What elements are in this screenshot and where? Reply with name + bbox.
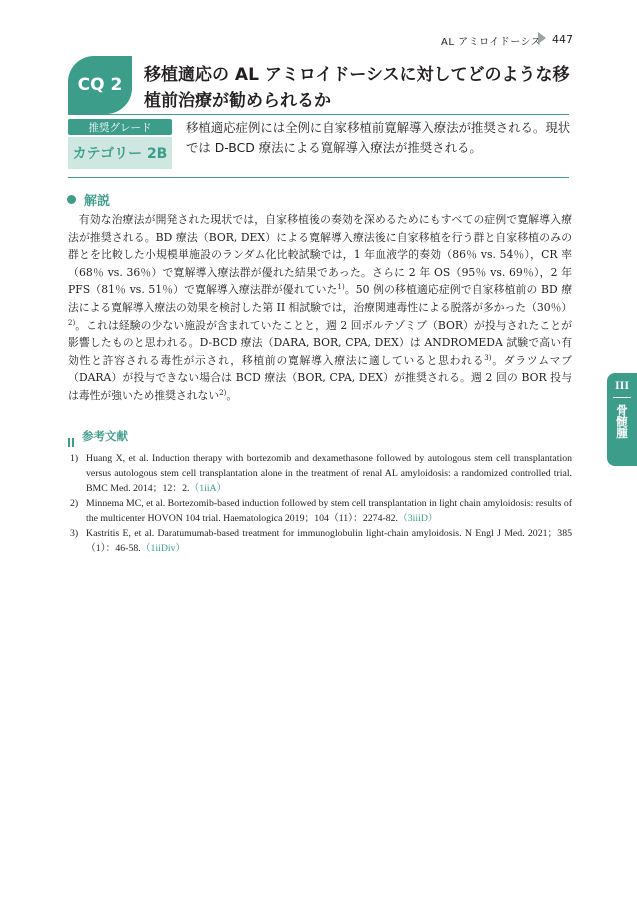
commentary-heading: 解説 (84, 194, 111, 209)
reference-item (70, 451, 572, 496)
chapter-divider (613, 397, 631, 398)
reference-number: 2) (70, 498, 79, 509)
reference-item (70, 526, 572, 556)
recommendation-rule (68, 177, 569, 178)
reference-number: 3) (70, 528, 79, 539)
reference-number: 1) (70, 453, 79, 464)
reference-text: Huang X, et al. Induction therapy with bortezomib and dexamethasone followed by autologous stem cell transplantation versus autologous stem cell transplantation alone in the treatment of renal AL amyloidosis: a randomized controlled trial. BMC Med. 2014；12：2. (86, 453, 572, 494)
reference-item (70, 496, 572, 526)
page-number: 447 (552, 33, 573, 46)
cq-title: 移植適応の AL アミロイドーシスに対してどのような移植前治療が勧められるか (144, 65, 570, 111)
cq-badge: CQ 2 (68, 56, 132, 114)
running-header-section: AL アミロイドーシス (441, 37, 542, 48)
reference-text: Minnema MC, et al. Bortezomib-based induction followed by stem cell transplantation in light chain amyloidosis: results of the multicenter HOVON 104 trial. Haematologica 2019；104（11）：2274-82. (86, 498, 572, 524)
citation: 2) (219, 388, 227, 397)
reference-list (70, 451, 572, 556)
chapter-side-tab (607, 373, 637, 466)
chapter-numeral: III (614, 378, 629, 392)
evidence-level: （1iiDiv） (140, 543, 186, 554)
citation: 1) (337, 283, 345, 292)
grade-category: カテゴリー 2B (68, 137, 172, 169)
header-arrow-icon (538, 32, 546, 44)
evidence-level: （3iiiD） (397, 513, 438, 524)
references-heading: 参考文献 (82, 429, 128, 443)
references-marker-icon (68, 432, 76, 451)
grade-label: 推奨グレード (68, 119, 172, 135)
commentary-body (68, 211, 572, 405)
recommendation-text: 移植適応症例には全例に自家移植前寛解導入療法が推奨される。現状では D-BCD 療法による寛解導入療法が推奨される。 (186, 120, 571, 155)
section-dot-icon (67, 195, 76, 204)
chapter-label: 骨髄腫 (615, 404, 629, 439)
reference-text: Kastritis E, et al. Daratumumab-based treatment for immunoglobulin light-chain amyloidosis. N Engl J Med. 2021；385（1）：46-58. (86, 528, 572, 554)
citation: 2) (68, 318, 76, 327)
evidence-level: （1iiA） (189, 483, 227, 494)
citation: 3) (484, 353, 492, 362)
commentary-paragraph: 有効な治療法が開発された現状では，自家移植後の奏効を深めるためにもすべての症例で寛解導入療法が推奨される。BD 療法（BOR, DEX）による寛解導入療法後に自家移植を行う群と自家移植のみの群とを比較した小規模単施設のランダム化比較試験では，1 年血液学的奏効（86％ vs. 54％），CR 率（68％ vs. 36％）で寛解導入療法群が優れた結果であった。さらに 2 年 OS（95％ vs. 69％），2 年 PFS（81％ vs. 51％）で寛解導入療法群が優れていた$^{1)}$。50 例の移植適応症例で自家移植前の BD 療法による寛解導入療法の効果を検討した第 II 相試験では，治療関連毒性による脱落が多かった（30％）$^{2)}$。これは経験の少ない施設が含まれていたことと，週 2 回ボルテゾミブ（BOR）が投与されたことが影響したものと思われる。D-BCD 療法（DARA, BOR, CPA, DEX）は ANDROMEDA 試験で高い有効性と許容される毒性が示され，移植前の寛解導入療法に適していると思われる$^{3)}$。ダラツムマブ（DARA）が投与できない場合は BCD 療法（BOR, CPA, DEX）が推奨される。週 2 回の BOR 投与は毒性が強いため推奨されない$^{2)}$。 (68, 213, 573, 402)
title-rule (68, 114, 569, 115)
